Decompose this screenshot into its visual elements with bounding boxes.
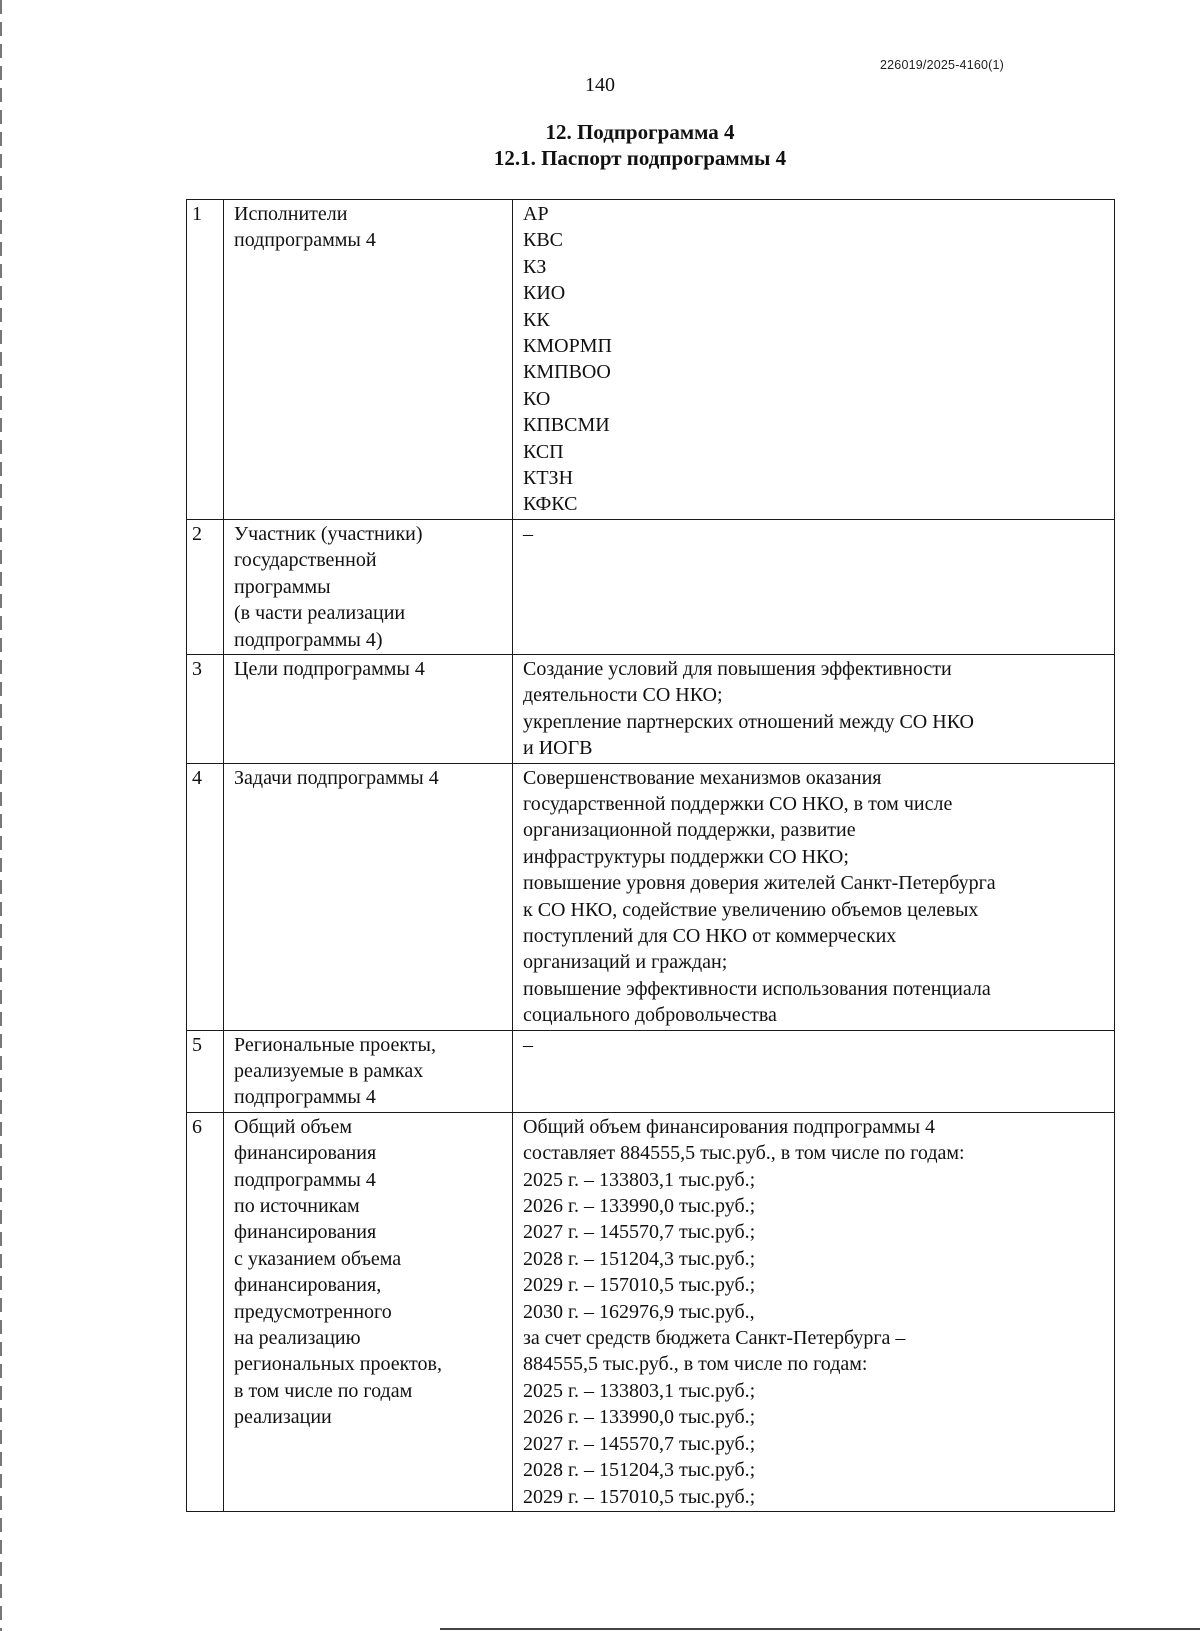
page-bottom-rule [440,1628,1200,1630]
row-label-line: предусмотренного [234,1300,392,1323]
row-value-line: за счет средств бюджета Санкт-Петербурга – [523,1327,906,1350]
row-value [513,654,1115,763]
row-value-line: поступлений для СО НКО от коммерческих [523,924,897,947]
row-number: 5 [187,1030,224,1112]
row-label-line: программы [234,575,331,598]
document-registration-number: 226019/2025-4160(1) [880,58,1005,72]
row-value-line: 2029 г. – 157010,5 тыс.руб.; [523,1485,756,1508]
row-label-line: Задачи подпрограммы 4 [234,766,439,789]
row-value-line: КПВСМИ [523,414,610,437]
row-value-line: КТЗН [523,467,574,490]
row-value-line: инфраструктуры поддержки СО НКО; [523,845,849,868]
row-label-line: финансирования [234,1142,377,1165]
row-label-line: на реализацию [234,1327,361,1350]
row-value-line: 2028 г. – 151204,3 тыс.руб.; [523,1459,756,1482]
row-value-line: КМПВОО [523,361,611,384]
row-value-line: укрепление партнерских отношений между СО НКО [523,710,974,733]
row-label [224,763,513,1030]
row-label-line: подпрограммы 4 [234,1168,376,1191]
row-value [513,200,1115,520]
row-value-line: к СО НКО, содействие увеличению объемов целевых [523,898,979,921]
row-label [224,200,513,520]
row-value-line: деятельности СО НКО; [523,684,723,707]
page-scan-edge [0,0,2,1631]
row-label-line: Региональные проекты, [234,1033,436,1056]
page-number: 140 [585,74,615,96]
row-label [224,1112,513,1511]
row-value-line: АР [523,203,549,225]
row-value-line: КЗ [523,255,547,278]
row-number: 4 [187,763,224,1030]
row-label-line: Участник (участники) [234,522,423,545]
row-value-line: КСП [523,440,564,463]
row-value-line: КО [523,387,551,410]
row-value-line: составляет 884555,5 тыс.руб., в том числе по годам: [523,1142,965,1165]
row-value-line: 2030 г. – 162976,9 тыс.руб., [523,1300,755,1323]
row-label-line: с указанием объема [234,1247,402,1270]
passport-row [187,1030,1115,1112]
row-number: 2 [187,519,224,654]
passport-row [187,763,1115,1030]
row-value-line: – [523,1033,533,1056]
row-value-line: КВС [523,229,564,252]
row-value-line: 2027 г. – 145570,7 тыс.руб.; [523,1221,756,1244]
passport-row [187,200,1115,520]
row-value-line: КК [523,308,550,331]
subprogram-passport-table [186,199,1115,1512]
row-label-line: реализуемые в рамках [234,1060,424,1082]
row-value-line: КФКС [523,493,578,516]
row-label-line: государственной [234,549,377,572]
row-value [513,1112,1115,1511]
row-value-line: 2025 г. – 133803,1 тыс.руб.; [523,1379,756,1402]
row-value [513,1030,1115,1112]
row-value-line: 2026 г. – 133990,0 тыс.руб.; [523,1406,756,1429]
row-value-line: государственной поддержки СО НКО, в том числе [523,792,953,815]
row-label-line: финансирования, [234,1274,382,1297]
row-value-line: 2026 г. – 133990,0 тыс.руб.; [523,1195,756,1218]
row-label-line: в том числе по годам [234,1379,413,1402]
row-value-line: повышение эффективности использования потенциала [523,977,991,1000]
passport-row [187,1112,1115,1511]
row-label-line: подпрограммы 4 [234,229,376,252]
row-label-line: региональных проектов, [234,1353,442,1376]
row-label [224,654,513,763]
row-number: 6 [187,1112,224,1511]
row-number: 3 [187,654,224,763]
row-value-line: организационной поддержки, развитие [523,819,856,842]
row-value-line: 884555,5 тыс.руб., в том числе по годам: [523,1353,868,1376]
row-value [513,763,1115,1030]
row-label [224,1030,513,1112]
row-label [224,519,513,654]
row-value-line: 2028 г. – 151204,3 тыс.руб.; [523,1247,756,1270]
row-value-line: и ИОГВ [523,737,593,760]
row-value-line: Создание условий для повышения эффективности [523,657,952,680]
row-value-line: КМОРМП [523,335,612,358]
row-value-line: Совершенствование механизмов оказания [523,766,882,789]
row-label-line: Исполнители [234,203,348,225]
row-value-line: организаций и граждан; [523,951,728,974]
row-value-line: 2025 г. – 133803,1 тыс.руб.; [523,1168,756,1191]
row-value-line: КИО [523,282,566,305]
row-label-line: Общий объем [234,1115,352,1138]
row-value-line: социального добровольчества [523,1004,777,1027]
section-subtitle: 12.1. Паспорт подпрограммы 4 [493,146,787,170]
row-number: 1 [187,200,224,520]
row-label-line: подпрограммы 4 [234,1086,376,1109]
row-value [513,519,1115,654]
row-label-line: по источникам [234,1195,360,1218]
row-value-line: 2029 г. – 157010,5 тыс.руб.; [523,1274,756,1297]
passport-row [187,654,1115,763]
row-value-line: 2027 г. – 145570,7 тыс.руб.; [523,1432,756,1455]
row-label-line: (в части реализации [234,602,406,625]
row-label-line: подпрограммы 4) [234,628,383,651]
row-label-line: финансирования [234,1221,377,1244]
row-label-line: Цели подпрограммы 4 [234,657,425,680]
row-value-line: Общий объем финансирования подпрограммы 4 [523,1115,936,1138]
row-value-line: повышение уровня доверия жителей Санкт-Петербурга [523,872,996,895]
row-label-line: реализации [234,1406,332,1429]
section-title: 12. Подпрограмма 4 [545,120,735,144]
row-value-line: – [523,522,533,545]
passport-row [187,519,1115,654]
passport-table-body [187,200,1115,1512]
